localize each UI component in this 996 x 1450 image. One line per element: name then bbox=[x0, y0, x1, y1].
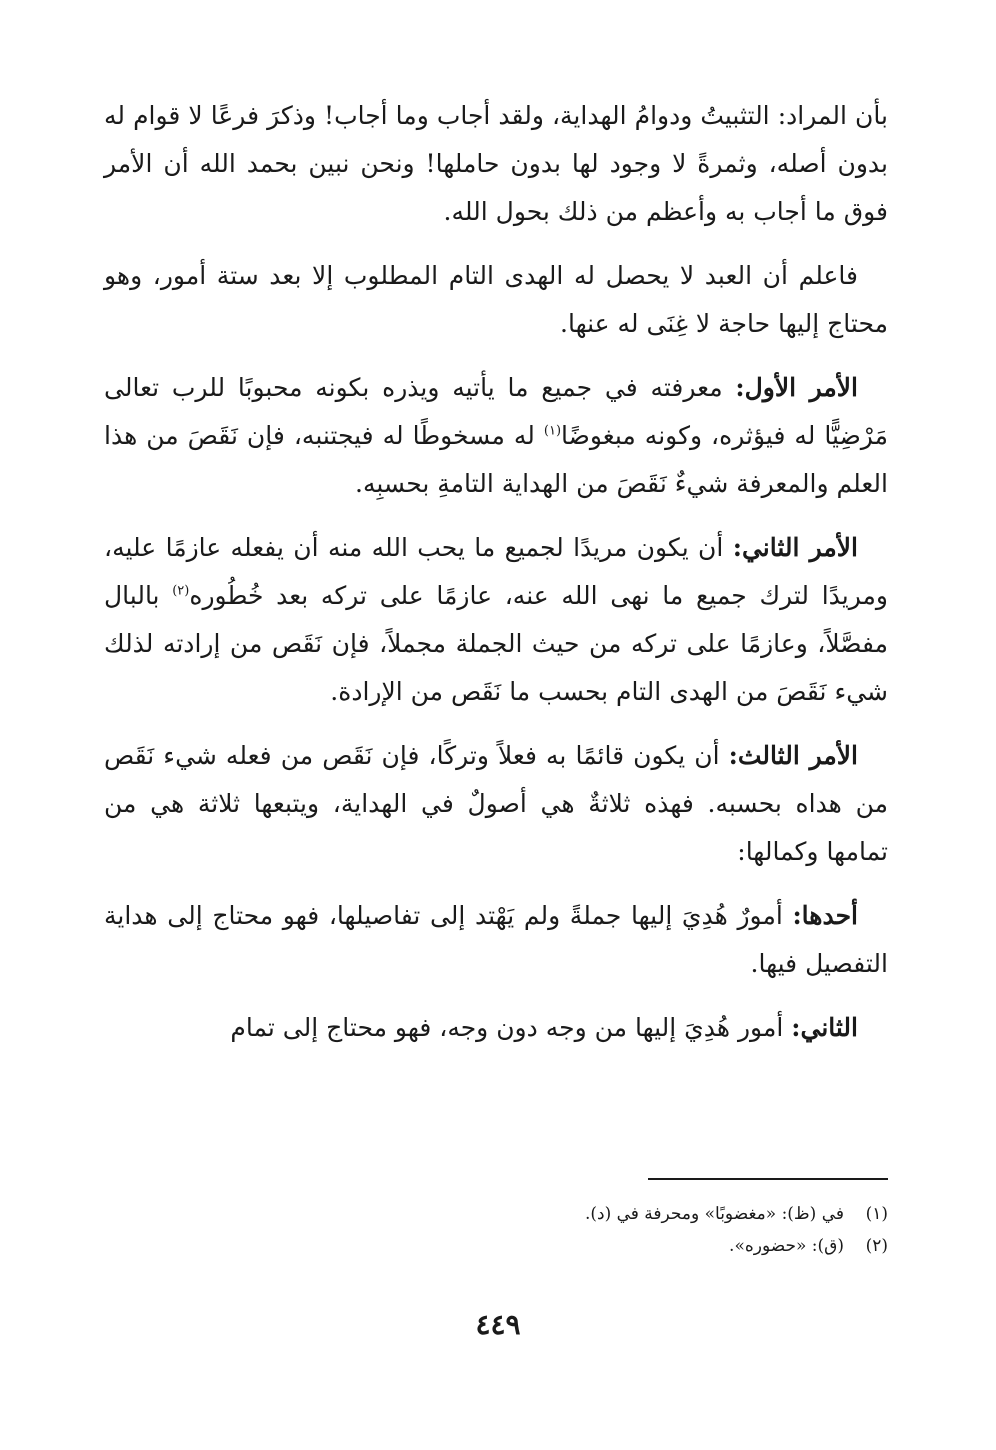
paragraph-second-matter bbox=[104, 524, 888, 716]
paragraph-text: فاعلم أن العبد لا يحصل له الهدى التام المطلوب إلا بعد ستة أمور، وهو محتاج إليها حاجة لا غِنَى له عنها. bbox=[104, 261, 888, 338]
page-number: ٤٤٩ bbox=[475, 1308, 521, 1341]
footnote-number: (٢) bbox=[865, 1236, 888, 1256]
footnote-marker: (١) bbox=[543, 423, 562, 439]
paragraph-intro bbox=[104, 92, 888, 236]
paragraph-heading: الأمر الثاني: bbox=[732, 533, 858, 562]
paragraph-text: بأن المراد: التثبيتُ ودوامُ الهداية، ولقد أجاب وما أجاب! وذكرَ فرعًا لا قوام له بدون أصله، وثمرةً لا وجود لها بدون حاملها! ونحن نبين بحمد الله أن الأمر فوق ما أجاب به وأعظم من ذلك بحول الله. bbox=[104, 101, 888, 226]
paragraph-text: معرفته في جميع ما يأتيه ويذره بكونه محبوبًا للرب تعالى مَرْضِيًّا له فيؤثره، وكونه مبغوضًا bbox=[104, 373, 888, 450]
footnotes bbox=[300, 1198, 888, 1262]
paragraph-heading: أحدها: bbox=[792, 901, 858, 930]
paragraph-heading: الثاني: bbox=[791, 1013, 858, 1042]
footnote-text: (ق): «حضوره». bbox=[729, 1236, 844, 1256]
paragraph-text: أن يكون مريدًا لجميع ما يحب الله منه أن يفعله عازمًا عليه، ومريدًا لترك جميع ما نهى الله عنه، عازمًا على تركه بعد خُطُوره bbox=[104, 533, 888, 610]
paragraph-first-complement bbox=[104, 892, 888, 988]
paragraph-second-complement bbox=[104, 1004, 888, 1052]
footnote bbox=[300, 1198, 888, 1230]
footnote-text: في (ظ): «مغضوبًا» ومحرفة في (د). bbox=[584, 1204, 844, 1224]
paragraph-third-matter bbox=[104, 732, 888, 876]
footnote-number: (١) bbox=[865, 1204, 888, 1224]
paragraph-first-matter bbox=[104, 364, 888, 508]
footnote bbox=[300, 1230, 888, 1262]
paragraph-heading: الأمر الثالث: bbox=[728, 741, 858, 770]
footnote-divider bbox=[648, 1178, 888, 1180]
paragraph-text: بالبال مفصَّلاً، وعازمًا على تركه من حيث الجملة مجملاً، فإن نَقَص من إرادته لذلك شيء نَقَصَ من الهدى التام بحسب ما نَقَص من الإرادة. bbox=[104, 581, 888, 706]
paragraph-text: أمور هُدِيَ إليها من وجه دون وجه، فهو محتاج إلى تمام bbox=[230, 1013, 792, 1042]
paragraph-text: أن يكون قائمًا به فعلاً وتركًا، فإن نَقَص من فعله شيء نَقَص من هداه بحسبه. فهذه ثلاثةٌ هي أصولٌ في الهداية، ويتبعها ثلاثة هي من تمامها وكمالها: bbox=[104, 741, 888, 866]
main-text bbox=[104, 92, 888, 1068]
paragraph-text: له مسخوطًا له فيجتنبه، فإن نَقَصَ من هذا العلم والمعرفة شيءٌ نَقَصَ من الهداية التامةِ بحسبِه. bbox=[104, 421, 888, 498]
footnote-marker: (٢) bbox=[172, 583, 190, 599]
paragraph-text: أمورٌ هُدِيَ إليها جملةً ولم يَهْتد إلى تفاصيلها، فهو محتاج إلى هداية التفصيل فيها. bbox=[104, 901, 888, 978]
paragraph-heading: الأمر الأول: bbox=[735, 373, 859, 402]
paragraph-six-matters bbox=[104, 252, 888, 348]
